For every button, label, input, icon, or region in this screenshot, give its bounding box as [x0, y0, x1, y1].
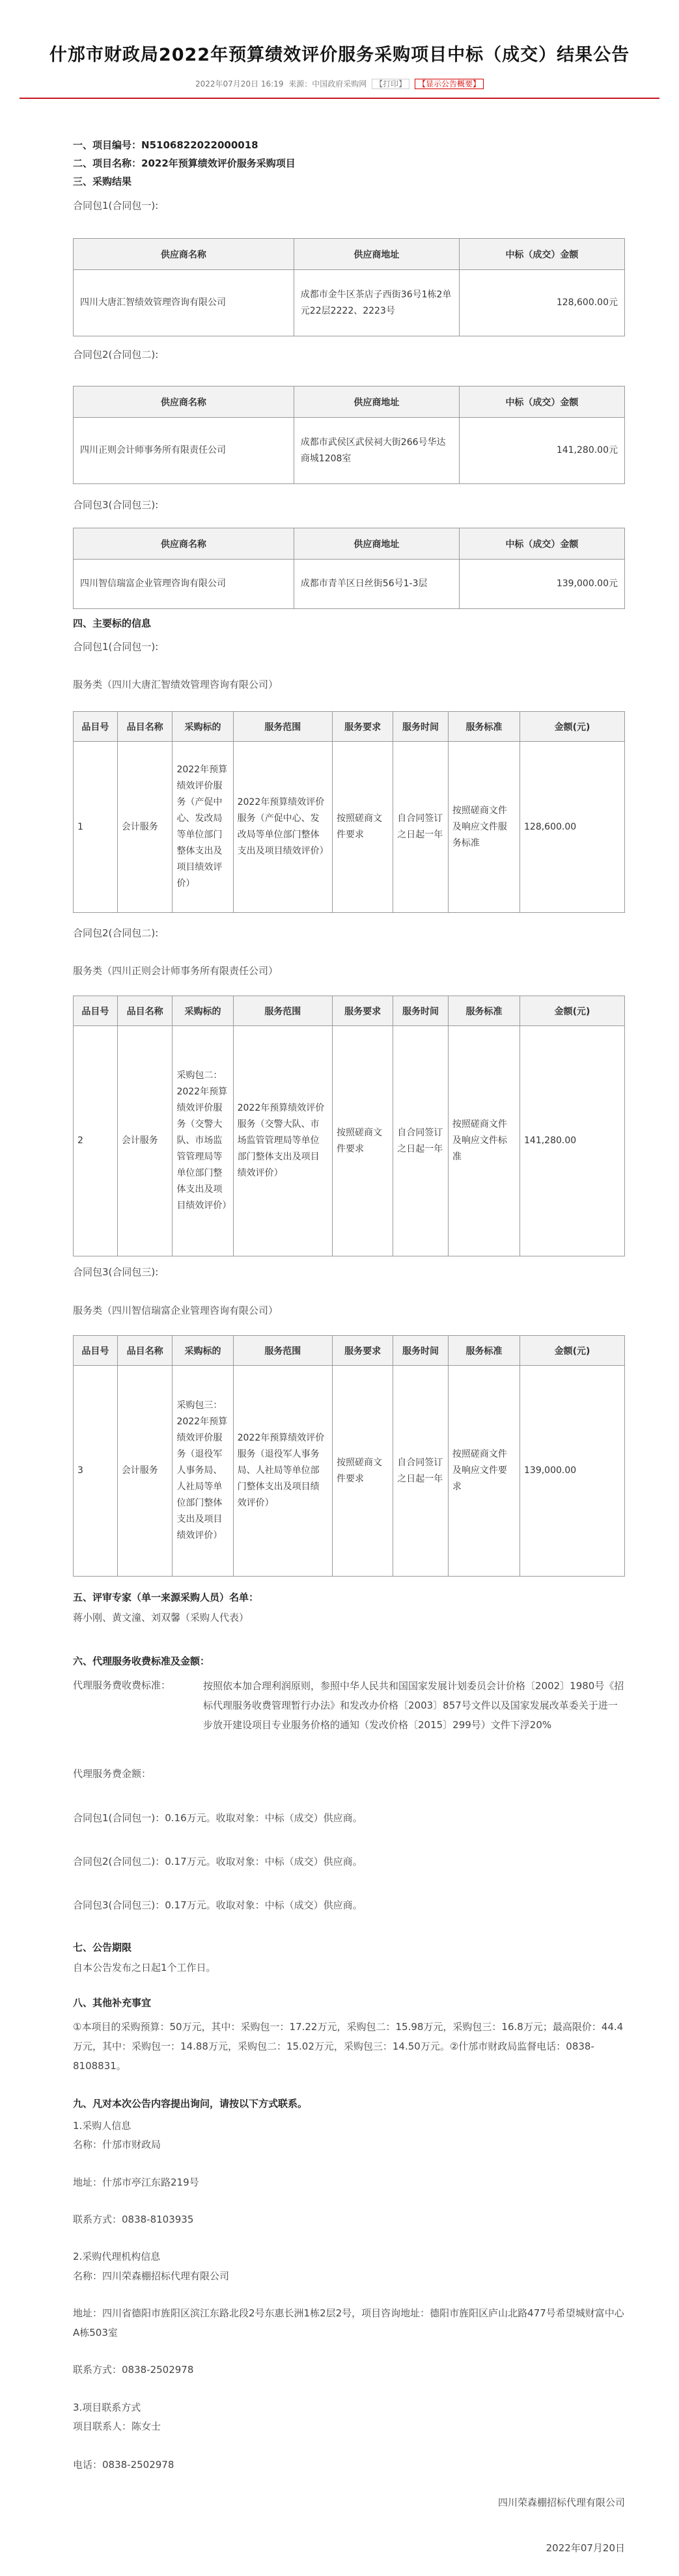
provider-label: 服务类（四川大唐汇智绩效管理咨询有限公司） [73, 679, 279, 690]
supplier-address: 成都市金牛区茶店子西街36号1栋2单元22层2222、2223号 [294, 270, 459, 336]
contact-person: 项目联系人：陈女士 [73, 2420, 161, 2432]
fee-line: 合同包2(合同包二)：0.17万元。收取对象：中标（成交）供应商。 [73, 1856, 363, 1867]
award-amount: 139,000.00元 [459, 560, 624, 609]
package-label: 合同包2(合同包二): [73, 927, 159, 939]
result-table-2: 供应商名称 供应商地址 中标（成交）金额 四川正则会计师事务所有限责任公司 成都市武侯区武侯祠大街266号华达商城1208室 141,280.00元 [73, 386, 625, 484]
supplier-name: 四川智信瑞富企业管理咨询有限公司 [74, 560, 294, 609]
buyer-name: 名称：什邡市财政局 [73, 2139, 161, 2150]
section-heading-results: 三、采购结果 [73, 176, 132, 187]
buyer-address: 地址：什邡市亭江东路219号 [73, 2176, 199, 2188]
contact-phone: 电话：0838-2502978 [73, 2459, 174, 2471]
fee-line: 合同包1(合同包一)：0.16万元。收取对象：中标（成交）供应商。 [73, 1812, 363, 1824]
other-text: ①本项目的采购预算：50万元，其中：采购包一：17.22万元，采购包二：15.98万元，采购包三：16.8万元；最高限价：44.4万元，其中：采购包一：14.88万元，采购包二：15.02万元，采购包三：14.50万元。②什邡市财政局监督电话：0838-8108831。 [73, 2021, 624, 2072]
supplier-address: 成都市青羊区日丝街56号1-3层 [294, 560, 459, 609]
project-name-line: 二、项目名称：2022年预算绩效评价服务采购项目 [73, 157, 296, 169]
result-table-3: 供应商名称 供应商地址 中标（成交）金额 四川智信瑞富企业管理咨询有限公司 成都市青羊区日丝街56号1-3层 139,000.00元 [73, 528, 625, 609]
item-table-1: 品目号 品目名称 采购标的 服务范围 服务要求 服务时间 服务标准 金额(元) 1 会计服务 2022年预算绩效评价服务（产促中心、发改局等单位部门整体支出及项目绩效评价） 2022年预算绩效评价服务（产促中心、发改局等单位部门整体支出及项目绩效评价） 按照磋商文件要求 自合同签订之日起一年 按照磋商文件及响应文件服务标准 128,600.00 [73, 711, 625, 913]
supplier-name: 四川大唐汇智绩效管理咨询有限公司 [74, 270, 294, 336]
provider-label: 服务类（四川智信瑞富企业管理咨询有限公司） [73, 1305, 279, 1316]
expert-names: 蒋小刚、黄文潼、刘双馨（采购人代表） [73, 1612, 249, 1623]
package-label: 合同包1(合同包一): [73, 200, 159, 211]
title-divider [20, 98, 659, 99]
package-label: 合同包3(合同包三): [73, 499, 159, 511]
fee-amount-label: 代理服务费金额： [73, 1768, 152, 1780]
award-amount: 128,600.00元 [459, 270, 624, 336]
result-table-1: 供应商名称 供应商地址 中标（成交）金额 四川大唐汇智绩效管理咨询有限公司 成都市金牛区茶店子西街36号1栋2单元22层2222、2223号 128,600.00元 [73, 238, 625, 336]
supplier-name: 四川正则会计师事务所有限责任公司 [74, 418, 294, 484]
agent-title: 2.采购代理机构信息 [73, 2251, 161, 2262]
section-heading-period: 七、公告期限 [73, 1942, 132, 1953]
project-number-line: 一、项目编号：N5106822022000018 [73, 139, 258, 151]
publish-date: 2022年07月20日 16:19 [195, 79, 284, 88]
period-text: 自本公告发布之日起1个工作日。 [73, 1962, 216, 1973]
section-heading-other: 八、其他补充事宜 [73, 1997, 152, 2009]
item-table-3: 品目号 品目名称 采购标的 服务范围 服务要求 服务时间 服务标准 金额(元) 3 会计服务 采购包三：2022年预算绩效评价服务（退役军人事务局、人社局等单位部门整体支出及项目绩效评价） 2022年预算绩效评价服务（退役军人事务局、人社局等单位部门整体支出及项目绩效评价） 按照磋商文件要求 自合同签订之日起一年 按照磋商文件及响应文件要求 139,000.00 [73, 1335, 625, 1577]
footer-org: 四川荣森棚招标代理有限公司 [497, 2497, 625, 2508]
item-table-2: 品目号 品目名称 采购标的 服务范围 服务要求 服务时间 服务标准 金额(元) 2 会计服务 采购包二：2022年预算绩效评价服务（交警大队、市场监管管理局等单位部门整体支出及项目绩效评价） 2022年预算绩效评价服务（交警大队、市场监管管理局等单位部门整体支出及项目绩效评价） 按照磋商文件要求 自合同签订之日起一年 按照磋商文件及响应文件标准 141,280.00 [73, 996, 625, 1256]
agent-phone: 联系方式：0838-2502978 [73, 2364, 194, 2376]
project-name: 2022年预算绩效评价服务采购项目 [141, 157, 296, 169]
meta-bar [0, 78, 679, 89]
fee-line: 合同包3(合同包三)：0.17万元。收取对象：中标（成交）供应商。 [73, 1899, 363, 1911]
project-number: N5106822022000018 [141, 139, 258, 151]
agent-address: 地址：四川省德阳市旌阳区滨江东路北段2号东惠长洲1栋2层2号，项目咨询地址：德阳市旌阳区庐山北路477号希望城财富中心A栋503室 [73, 2307, 624, 2339]
supplier-address: 成都市武侯区武侯祠大街266号华达商城1208室 [294, 418, 459, 484]
package-label: 合同包3(合同包三): [73, 1266, 159, 1278]
print-button[interactable]: 【打印】 [372, 79, 409, 89]
provider-label: 服务类（四川正则会计师事务所有限责任公司） [73, 965, 279, 977]
buyer-title: 1.采购人信息 [73, 2120, 132, 2132]
original-button[interactable]: 【显示公告概要】 [415, 79, 484, 89]
source-label: 来源：中国政府采购网 [288, 79, 367, 88]
section-heading-contact: 九、凡对本次公告内容提出询问，请按以下方式联系。 [73, 2098, 308, 2109]
award-amount: 141,280.00元 [459, 418, 624, 484]
package-label: 合同包1(合同包一): [73, 641, 159, 653]
fee-standard-label: 代理服务费收费标准： [73, 1679, 171, 1691]
agent-name: 名称：四川荣森棚招标代理有限公司 [73, 2270, 230, 2282]
section-heading-items: 四、主要标的信息 [73, 617, 152, 629]
contact-title: 3.项目联系方式 [73, 2402, 141, 2413]
fee-standard-text: 按照依本加合理利润原则，参照中华人民共和国国家发展计划委员会计价格〔2002〕1980号《招标代理服务收费管理暂行办法》和发改办价格〔2003〕857号文件以及国家发展改革委关于进一步放开建设项目专业服务价格的通知（发改价格〔2015〕299号）文件下浮20% [203, 1680, 624, 1731]
page-title: 什邡市财政局2022年预算绩效评价服务采购项目中标（成交）结果公告 [49, 45, 630, 65]
section-heading-fees: 六、代理服务收费标准及金额： [73, 1655, 210, 1667]
package-label: 合同包2(合同包二): [73, 349, 159, 360]
section-heading-experts: 五、评审专家（单一来源采购人员）名单： [73, 1592, 259, 1603]
buyer-phone: 联系方式：0838-8103935 [73, 2214, 194, 2225]
footer-date: 2022年07月20日 [546, 2542, 625, 2554]
